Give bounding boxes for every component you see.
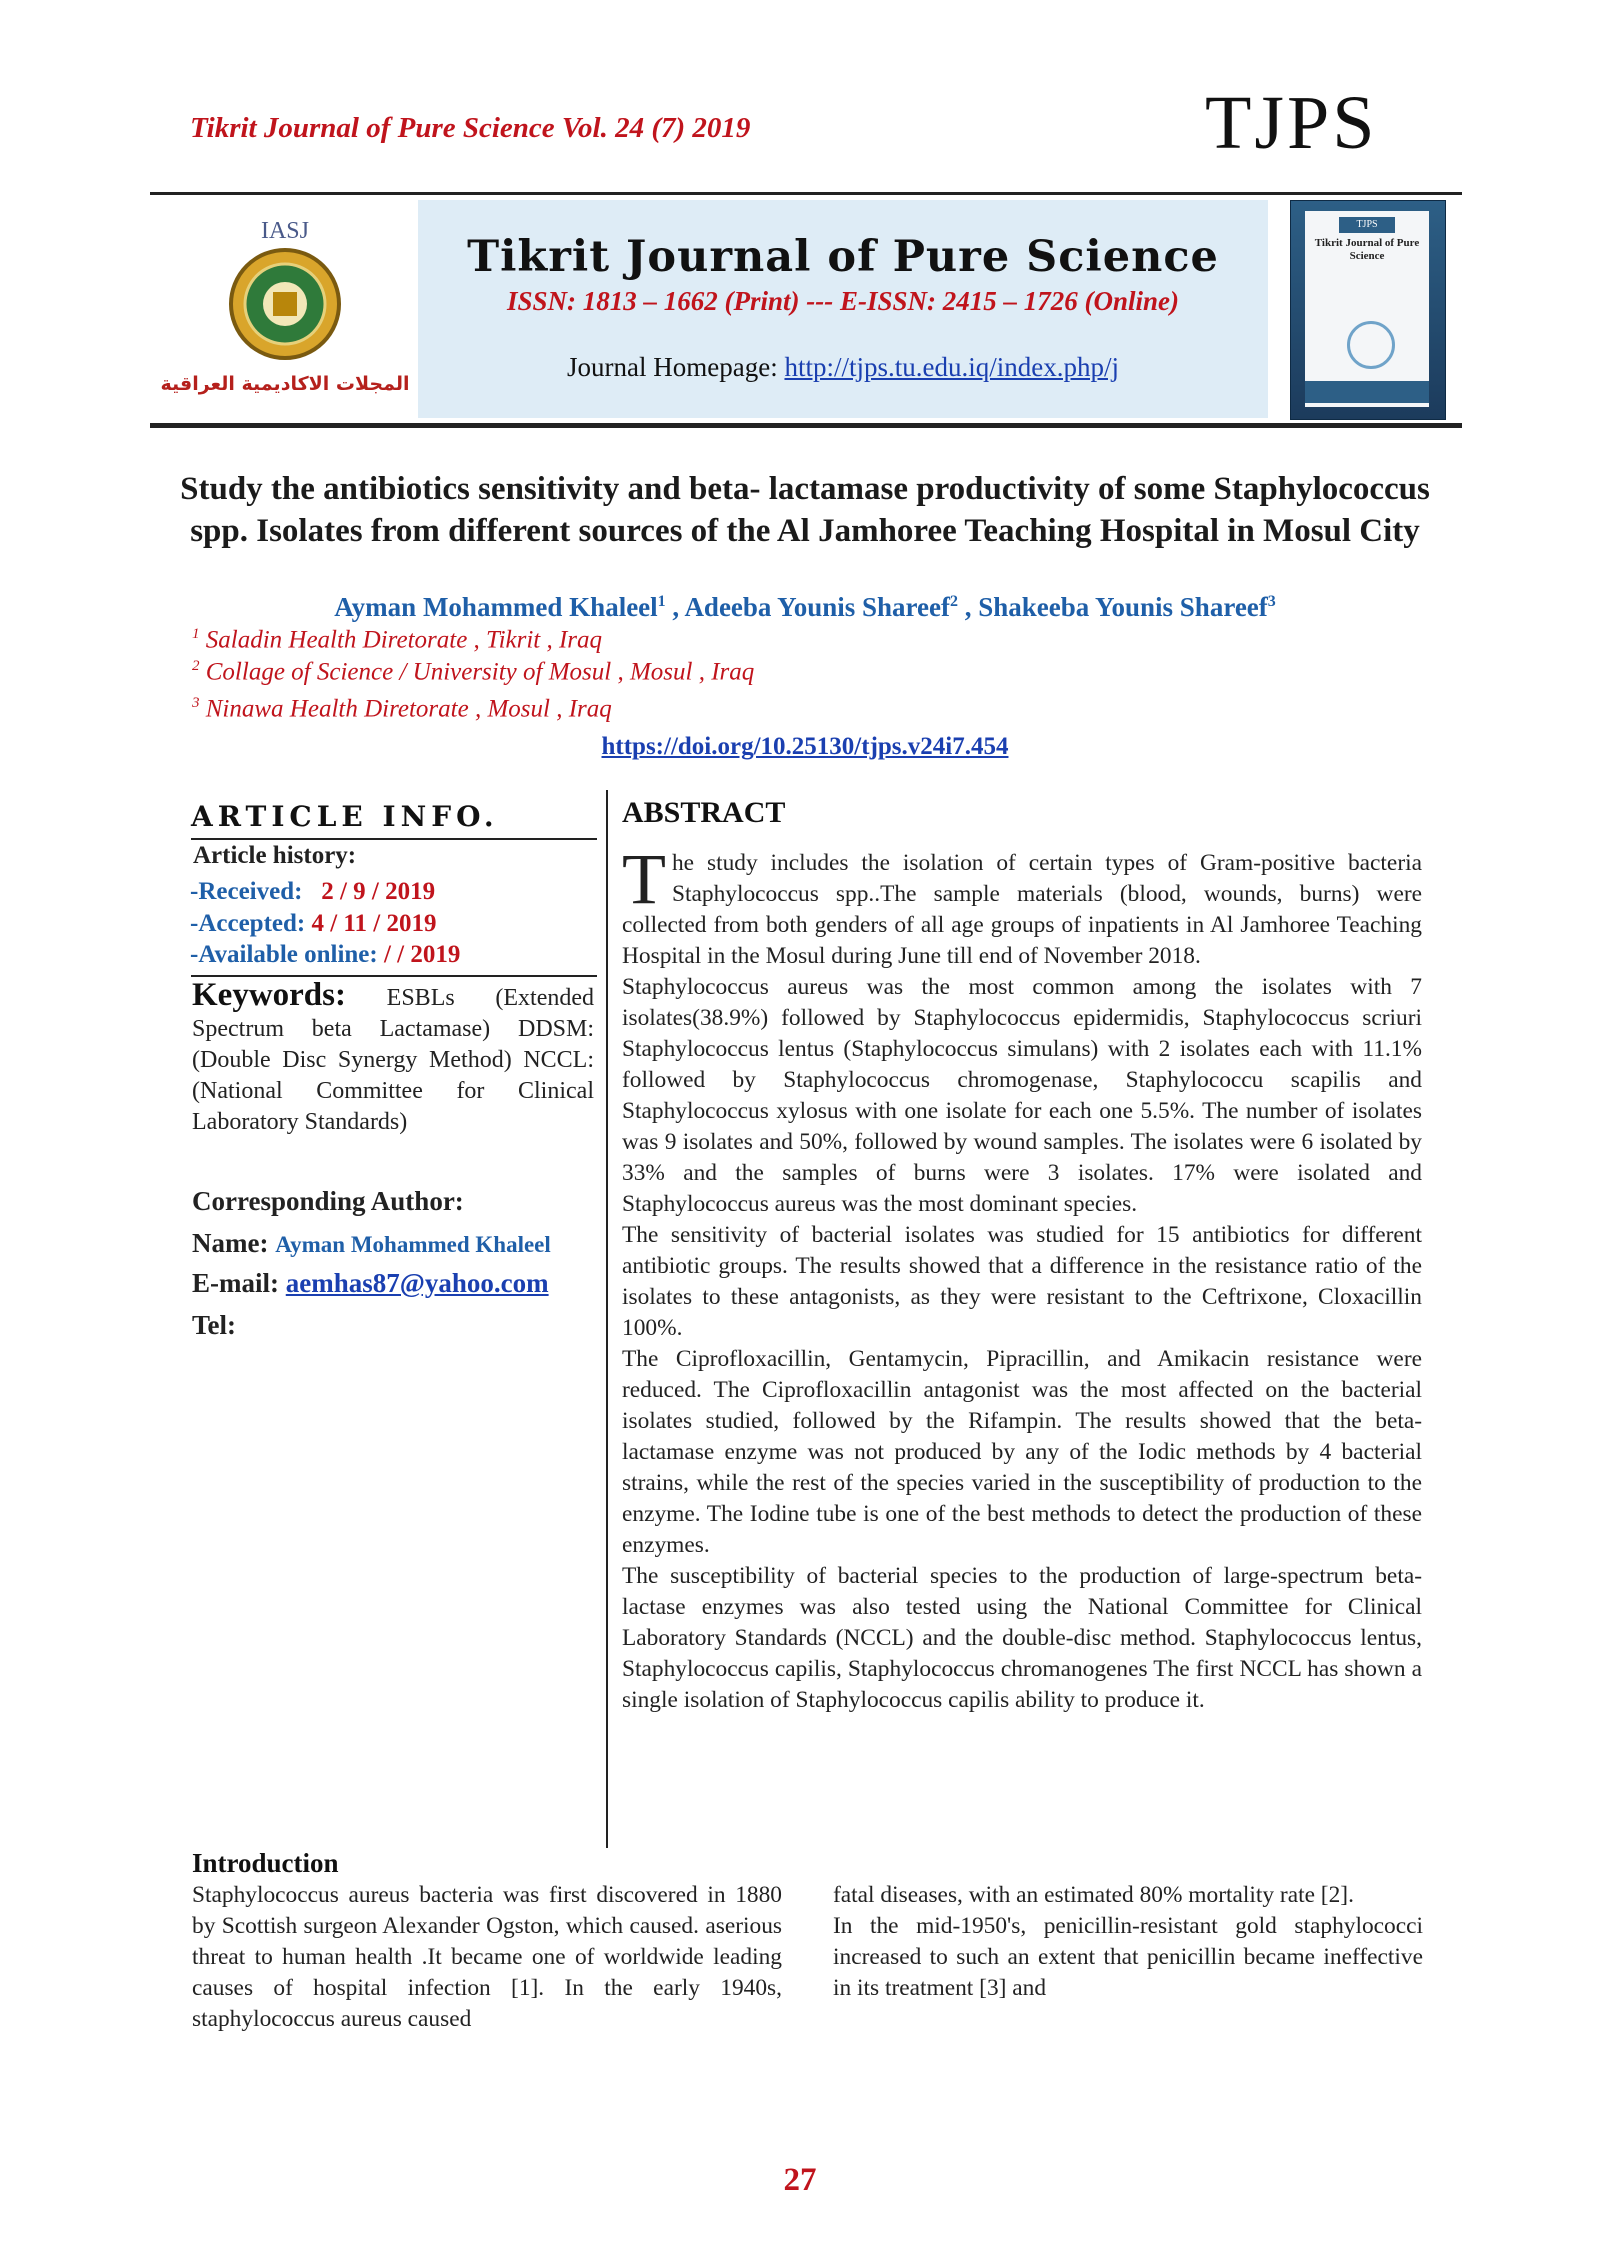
article-info-heading: ARTICLE INFO. [191, 800, 499, 833]
cover-strip [1305, 381, 1429, 403]
iasj-logo-text: IASJ [260, 218, 310, 244]
abstract-paragraph: Staphylococcus aureus was the most common among the isolates with 7 isolates(38.9%) followed by Staphylococcus epidermidis, Staphylococcus scriuri Staphylococcus lentus (Staphylococcus simulans) with 2 isolates each with 11.1% followed by Staphylococcus chromogenase, Staphylococcu scapilis and Staphylococcus xylosus with one isolate for each one 5.5%. The number of isolates was 9 isolates and 50%, followed by wound samples. The isolates were 6 isolated by 33% and the samples of burns were 3 isolates. 17% were isolated and Staphylococcus aureus was the most dominant species. [622, 974, 1422, 1217]
keywords-label: Keywords: [192, 977, 346, 1013]
drop-cap: T [622, 839, 666, 919]
doi-line [160, 733, 1450, 761]
journal-cover-thumbnail [1290, 200, 1446, 420]
body-paragraph: In the mid-1950's, penicillin-resistant gold staphylococci increased to such an extent that penicillin became ineffective in its treatment [3] and [833, 1913, 1423, 2001]
page-number: 27 [783, 2162, 817, 2198]
iasj-logo [160, 212, 410, 412]
homepage-line [418, 352, 1268, 383]
cover-badge: TJPS [1339, 217, 1395, 233]
banner-bottom-rule [150, 423, 1462, 428]
introduction-left-column [192, 1880, 782, 2035]
keywords-text: ESBLs (Extended Spectrum beta Lactamase) DDSM: (Double Disc Synergy Method) NCCL: (National Committee for Clinical Laboratory Standards) [192, 985, 594, 1135]
homepage-label: Journal Homepage: [567, 352, 778, 382]
abstract-paragraph: The sensitivity of bacterial isolates was studied for 15 antibiotics for different antibiotic groups. The results showed that a difference in the resistance ratio of the isolates to these antagonists, as they were resistant to the Ceftrixone, Cloxacillin 100%. [622, 1222, 1422, 1341]
author-name-line: Name: Ayman Mohammed Khaleel [192, 1228, 551, 1258]
homepage-link[interactable]: http://tjps.tu.edu.iq/index.php/j [784, 352, 1119, 382]
affiliation: $^2$ Collage of Science / University of Mosul , Mosul , Iraq [192, 658, 755, 686]
author-name: Ayman Mohammed Khaleel [334, 592, 658, 622]
running-header: Tikrit Journal of Pure Science Vol. 24 (7) 2019 [190, 112, 751, 144]
body-paragraph: fatal diseases, with an estimated 80% mortality rate [2]. [833, 1882, 1354, 1908]
banner-top-rule [150, 192, 1462, 195]
journal-name: Tikrit Journal of Pure Science [467, 232, 1219, 282]
accepted-date: -Accepted: 4 / 11 / 2019 [190, 910, 437, 937]
abstract-paragraph: The Ciprofloxacillin, Gentamycin, Pipracillin, and Amikacin resistance were reduced. The Ciprofloxacillin antagonist was the most affected on the bacterial isolates studied, followed by the Rifampin. The results showed that the beta-lactamase enzyme was not produced by any of the Iodic methods by 4 bacterial strains, while the rest of the species varied in the susceptibility of production to the enzyme. The Iodine tube is one of the best methods to detect the production of these enzymes. [622, 1346, 1422, 1558]
introduction-right-column [833, 1880, 1423, 2004]
author-name: Adeeba Younis Shareef [684, 592, 950, 622]
corresponding-author-label: Corresponding Author: [192, 1186, 464, 1216]
article-history-label: Article history: [193, 842, 357, 869]
affiliation: $^1$ Saladin Health Diretorate , Tikrit , Iraq [192, 626, 603, 654]
doi-link[interactable]: https://doi.org/10.25130/tjps.v24i7.454 [601, 733, 1009, 760]
divider [191, 838, 597, 840]
abstract-paragraph: The study includes the isolation of certain types of Gram-positive bacteria Staphylococcus spp..The sample materials (blood, wounds, burns) were collected from both genders of all age groups of inpatients in Al Jamhoree Teaching Hospital in the Mosul during June till end of November 2018. [622, 839, 1422, 969]
body-paragraph: Staphylococcus aureus bacteria was first discovered in 1880 by Scottish surgeon Alexander Ogston, which caused. aserious threat to human health .It became one of worldwide leading causes of hospital infection [1]. In the early 1940s, staphylococcus aureus caused [192, 1882, 782, 2032]
issn-line: ISSN: 1813 – 1662 (Print) --- E-ISSN: 2415 – 1726 (Online) [506, 286, 1180, 316]
email-line: E-mail: aemhas87@yahoo.com [192, 1268, 549, 1298]
abstract-body [622, 839, 1422, 1716]
author-sup: 2 [949, 593, 958, 610]
corresponding-author-name: Ayman Mohammed Khaleel [275, 1232, 551, 1257]
author-sup: 3 [1267, 593, 1276, 610]
online-date: -Available online: / / 2019 [190, 941, 461, 968]
affiliation: $^3$ Ninawa Health Diretorate , Mosul , Iraq [192, 695, 612, 723]
tel-label: Tel: [192, 1310, 237, 1340]
keywords [192, 977, 594, 1138]
abstract-heading: ABSTRACT [622, 796, 786, 829]
cover-emblem [1347, 321, 1395, 369]
abstract-paragraph: The susceptibility of bacterial species to the production of large-spectrum beta-lactase enzymes was also tested using the National Committee for Clinical Laboratory Standards (NCCL) and the double-disc method. Staphylococcus lentus, Staphylococcus capilis, Staphylococcus chromanogenes The first NCCL has shown a single isolation of Staphylococcus capilis ability to produce it. [622, 1563, 1422, 1713]
column-divider [606, 790, 608, 1848]
brand-mark: TJPS [1205, 81, 1378, 165]
author-name: Shakeeba Younis Shareef [978, 592, 1268, 622]
cover-title: Tikrit Journal of Pure Science [1314, 237, 1420, 262]
received-date: -Received: 2 / 9 / 2019 [190, 878, 436, 905]
iasj-logo-arabic: المجلات الاكاديمية العراقية [160, 373, 410, 395]
author-sup: 1 [657, 593, 666, 610]
author-list: Ayman Mohammed Khaleel$^1$ , Adeeba Younis Shareef$^2$ , Shakeeba Younis Shareef$^3$ [334, 592, 1276, 622]
email-link[interactable]: aemhas87@yahoo.com [285, 1268, 549, 1298]
paper-title: Study the antibiotics sensitivity and beta- lactamase productivity of some Staphylococcus spp. Isolates from different sources of the Al Jamhoree Teaching Hospital in Mosul City [180, 471, 1430, 549]
introduction-heading: Introduction [192, 1848, 339, 1878]
